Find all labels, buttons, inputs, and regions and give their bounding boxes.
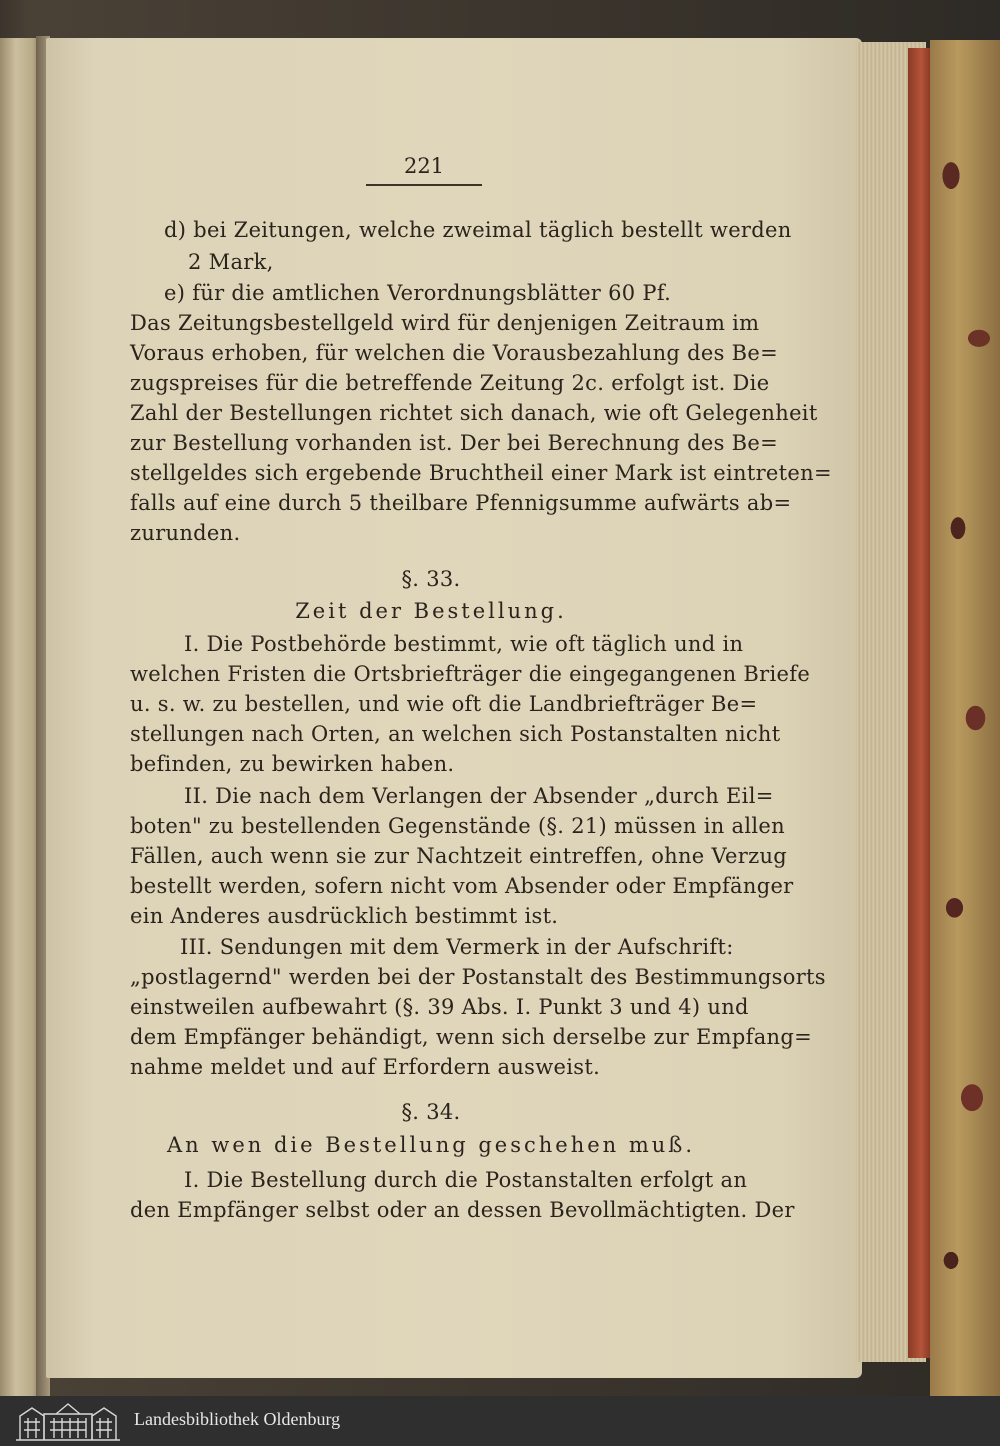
section-heading: Zeit der Bestellung.: [295, 599, 567, 623]
text-line: Das Zeitungsbestellgeld wird für denjenigen Zeitraum im: [130, 311, 760, 335]
text-line: e) für die amtlichen Verordnungsblätter 60 Pf.: [164, 281, 672, 305]
text-line: d) bei Zeitungen, welche zweimal täglich bestellt werden: [164, 218, 792, 242]
text-line: zur Bestellung vorhanden ist. Der bei Berechnung des Be=: [130, 431, 778, 455]
text-line: Voraus erhoben, für welchen die Vorausbezahlung des Be=: [130, 341, 778, 365]
section-number: §. 33.: [401, 567, 461, 591]
text-line: einstweilen aufbewahrt (§. 39 Abs. I. Punkt 3 und 4) und: [130, 995, 749, 1019]
marbled-cover: [930, 40, 1000, 1396]
text-line: befinden, zu bewirken haben.: [130, 752, 455, 776]
page-number: 221: [403, 154, 445, 178]
text-line: stellgeldes sich ergebende Bruchtheil einer Mark ist eintreten=: [130, 461, 832, 485]
section-heading: An wen die Bestellung geschehen muß.: [167, 1133, 695, 1157]
text-line: „postlagernd" werden bei der Postanstalt des Bestimmungsorts: [130, 965, 826, 989]
text-line: Zahl der Bestellungen richtet sich danach, wie oft Gelegenheit: [130, 401, 818, 425]
library-footer: [0, 1396, 1000, 1446]
text-line: nahme meldet und auf Erfordern ausweist.: [130, 1055, 601, 1079]
text-line: Fällen, auch wenn sie zur Nachtzeit eintreffen, ohne Verzug: [130, 844, 788, 868]
page-number-rule: [366, 184, 482, 186]
text-line: dem Empfänger behändigt, wenn sich derselbe zur Empfang=: [130, 1025, 812, 1049]
text-line: stellungen nach Orten, an welchen sich Postanstalten nicht: [130, 722, 781, 746]
section-number: §. 34.: [401, 1100, 461, 1124]
text-line: den Empfänger selbst oder an dessen Bevollmächtigten. Der: [130, 1198, 795, 1222]
text-line: I. Die Postbehörde bestimmt, wie oft täglich und in: [184, 632, 744, 656]
library-building-icon: [12, 1400, 124, 1442]
text-line: ein Anderes ausdrücklich bestimmt ist.: [130, 904, 559, 928]
library-name: Landesbibliothek Oldenburg: [134, 1409, 341, 1429]
text-line: zugspreises für die betreffende Zeitung 2c. erfolgt ist. Die: [130, 371, 770, 395]
text-line: welchen Fristen die Ortsbriefträger die eingegangenen Briefe: [130, 662, 811, 686]
text-line: zurunden.: [130, 521, 241, 545]
text-line: 2 Mark,: [188, 250, 274, 274]
text-line: u. s. w. zu bestellen, und wie oft die Landbriefträger Be=: [130, 692, 758, 716]
text-line: bestellt werden, sofern nicht vom Absender oder Empfänger: [130, 874, 794, 898]
text-line: I. Die Bestellung durch die Postanstalten erfolgt an: [184, 1168, 748, 1192]
left-page-edge: [0, 38, 40, 1396]
text-line: II. Die nach dem Verlangen der Absender „durch Eil=: [184, 784, 774, 808]
text-line: boten" zu bestellenden Gegenstände (§. 21) müssen in allen: [130, 814, 785, 838]
text-line: III. Sendungen mit dem Vermerk in der Aufschrift:: [180, 935, 734, 959]
text-line: falls auf eine durch 5 theilbare Pfennigsumme aufwärts ab=: [130, 491, 792, 515]
